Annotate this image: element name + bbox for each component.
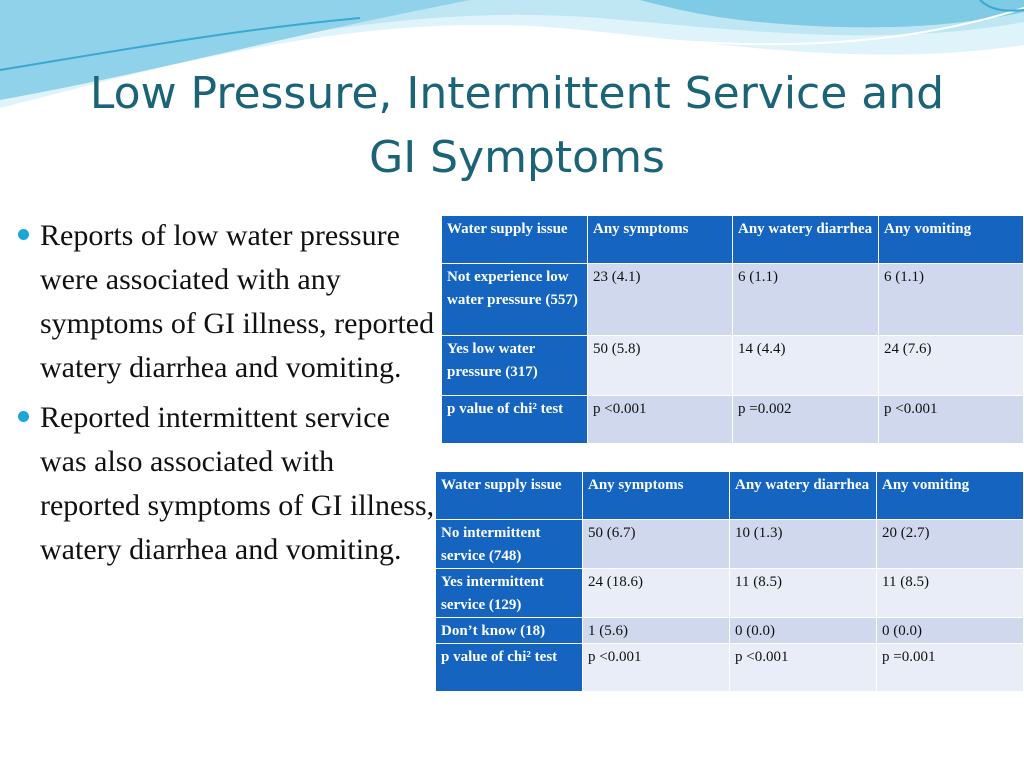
table-cell: p <0.001 (583, 644, 730, 692)
bullet-item (18, 396, 440, 572)
table-header-cell: Any watery diarrhea (733, 216, 879, 264)
table-cell: 23 (4.1) (588, 264, 733, 336)
table-cell: 11 (8.5) (877, 569, 1024, 618)
row-label-cell: Not experience low water pressure (557) (442, 264, 588, 336)
table-cell: p =0.001 (877, 644, 1024, 692)
bullet-dot-icon (18, 411, 29, 422)
table-cell: 50 (5.8) (588, 336, 733, 396)
table-header-cell: Any vomiting (879, 216, 1024, 264)
table-cell: 10 (1.3) (730, 520, 877, 569)
table-row (442, 264, 1024, 336)
table-row (442, 396, 1024, 444)
bullet-text: Reports of low water pressure were associated with any symptoms of GI illness, reported watery diarrhea and vomiting. (40, 219, 435, 384)
bullet-item (18, 214, 440, 390)
table-cell: 6 (1.1) (733, 264, 879, 336)
table-cell: p <0.001 (588, 396, 733, 444)
table-header-cell: Any watery diarrhea (730, 472, 877, 520)
table-header-row (436, 472, 1024, 520)
table-cell: 0 (0.0) (730, 618, 877, 644)
bullet-dot-icon (18, 229, 29, 240)
table-cell: 24 (18.6) (583, 569, 730, 618)
row-label-cell: Don’t know (18) (436, 618, 583, 644)
row-label-cell: p value of chi² test (436, 644, 583, 692)
table-header-cell: Any vomiting (877, 472, 1024, 520)
row-label-cell: p value of chi² test (442, 396, 588, 444)
table-cell: 24 (7.6) (879, 336, 1024, 396)
table-cell: 11 (8.5) (730, 569, 877, 618)
table-cell: 6 (1.1) (879, 264, 1024, 336)
table-cell: 20 (2.7) (877, 520, 1024, 569)
row-label-cell: No intermittent service (748) (436, 520, 583, 569)
table-header-cell: Water supply issue (436, 472, 583, 520)
table-header-row (442, 216, 1024, 264)
table-row (436, 520, 1024, 569)
table-header-cell: Any symptoms (583, 472, 730, 520)
table-header-cell: Any symptoms (588, 216, 733, 264)
low-pressure-table (441, 215, 1024, 444)
table-row (436, 618, 1024, 644)
table-cell: 0 (0.0) (877, 618, 1024, 644)
bullet-list (18, 214, 440, 578)
slide-title-line-1: Low Pressure, Intermittent Service and (89, 68, 945, 119)
table-cell: p =0.002 (733, 396, 879, 444)
slide-title (10, 62, 1024, 190)
table-row (436, 644, 1024, 692)
table-cell: p <0.001 (879, 396, 1024, 444)
slide-title-line-2: GI Symptoms (369, 132, 665, 183)
bullet-text: Reported intermittent service was also associated with reported symptoms of GI illness, watery diarrhea and vomiting. (40, 401, 435, 566)
intermittent-service-table (435, 471, 1024, 692)
table-header-cell: Water supply issue (442, 216, 588, 264)
table-cell: p <0.001 (730, 644, 877, 692)
table-cell: 14 (4.4) (733, 336, 879, 396)
table-row (442, 336, 1024, 396)
table-row (436, 569, 1024, 618)
table-cell: 1 (5.6) (583, 618, 730, 644)
table-cell: 50 (6.7) (583, 520, 730, 569)
row-label-cell: Yes low water pressure (317) (442, 336, 588, 396)
row-label-cell: Yes intermittent service (129) (436, 569, 583, 618)
